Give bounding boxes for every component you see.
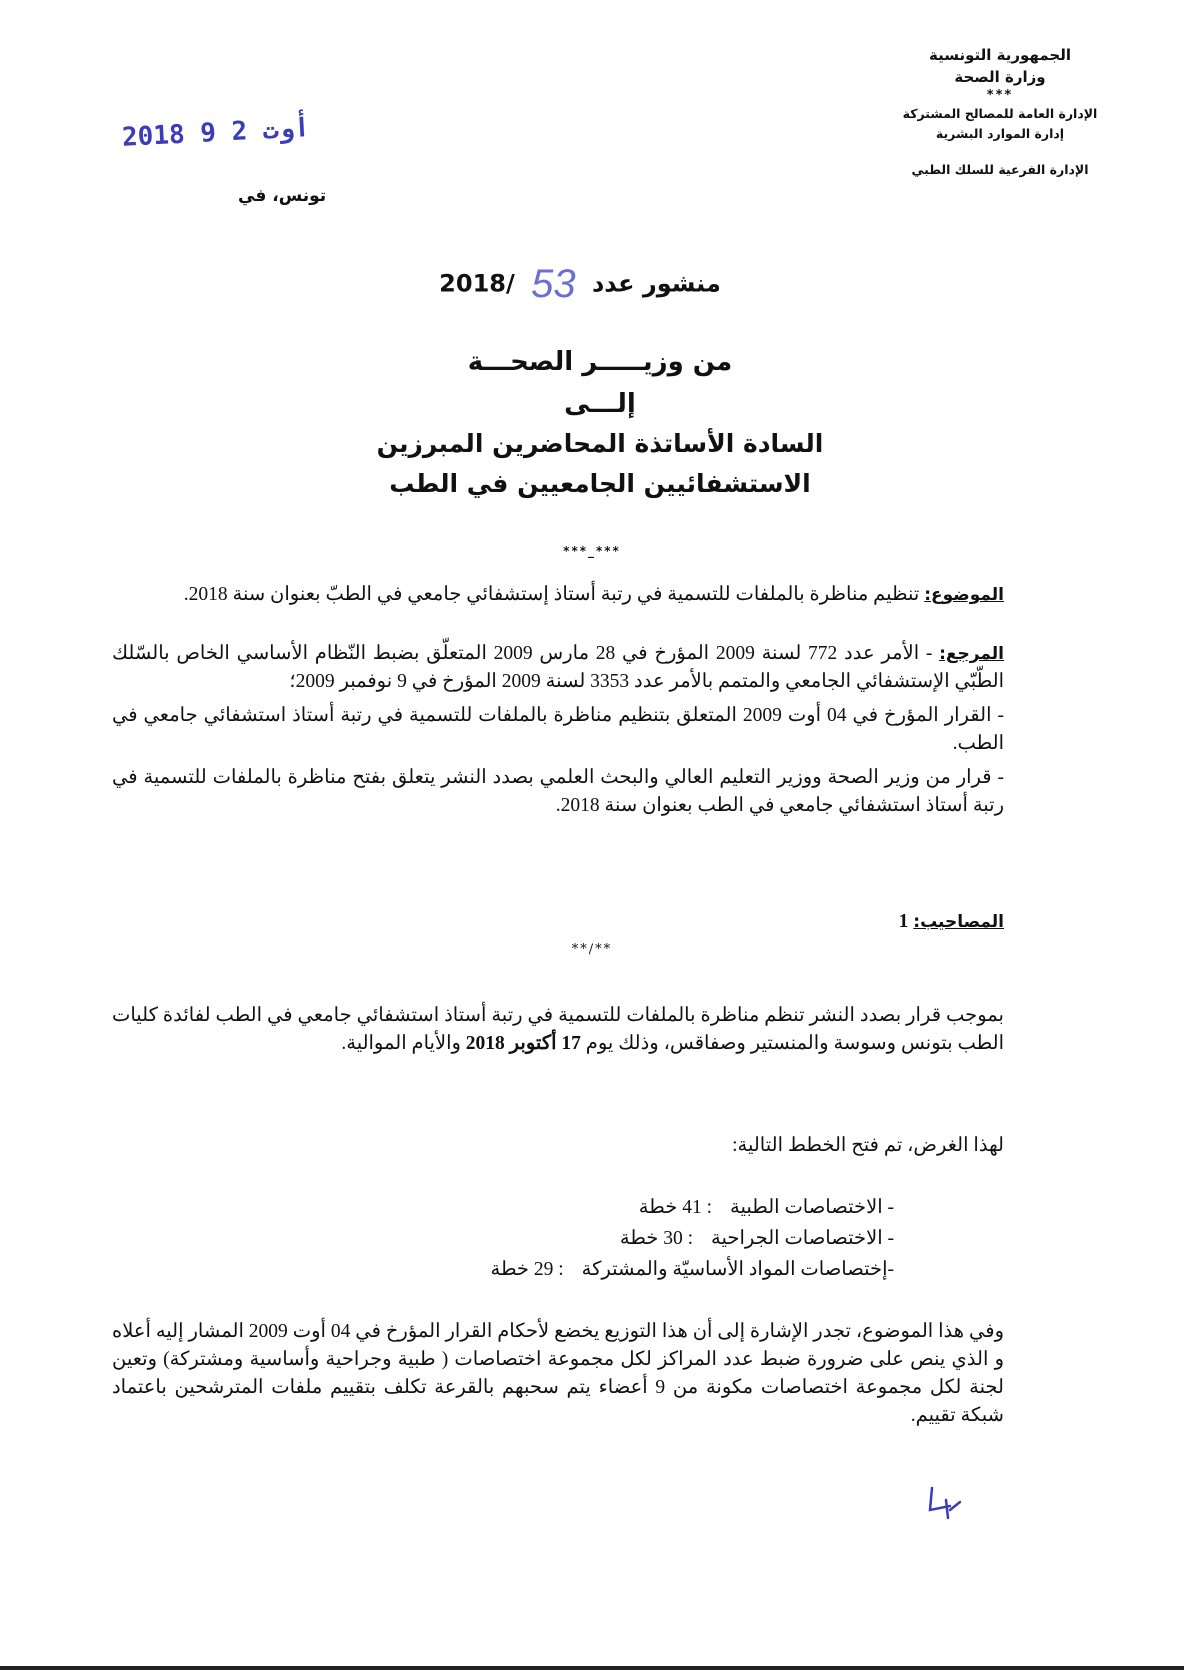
sender: من وزيـــــر الصحـــة xyxy=(467,347,733,377)
general-admin: الإدارة العامة للمصالح المشتركة xyxy=(902,106,1098,121)
letterhead-stars: *** xyxy=(986,88,1014,103)
scan-edge xyxy=(0,1666,1184,1670)
circular-handwritten-number: 53 xyxy=(531,262,576,306)
subject-label: الموضوع: xyxy=(924,585,1004,605)
circular-label: منشور عدد xyxy=(591,269,721,298)
reference-item: - القرار المؤرخ في 04 أوت 2009 المتعلق بتنظيم مناظرة بالملفات للتسمية في رتبة أستاذ استشفائي جامعي في الطب. xyxy=(112,705,1004,754)
initials-signature xyxy=(920,1480,970,1530)
to-label: إلـــى xyxy=(564,389,636,419)
references-label: المرجع: xyxy=(939,644,1004,664)
republic-name: الجمهورية التونسية xyxy=(929,46,1071,64)
small-separator: **/** xyxy=(571,942,613,957)
plan-specialty: - الاختصاصات الطبية xyxy=(729,1197,894,1218)
attachments-label: المصاحيب: xyxy=(913,912,1004,932)
paragraph-1 xyxy=(112,1002,1004,1058)
place-date-label: تونس، في xyxy=(238,186,327,206)
hr-admin: إدارة الموارد البشرية xyxy=(935,126,1065,141)
references xyxy=(112,640,1004,826)
paragraph-1-part-2: والأيام الموالية. xyxy=(341,1033,466,1054)
letterhead xyxy=(880,44,1120,180)
reference-item xyxy=(112,640,1004,696)
subject xyxy=(112,581,1004,609)
circular-year: /2018 xyxy=(439,269,515,298)
attachments-count: 1 xyxy=(898,911,914,932)
separator: ***_*** xyxy=(563,544,621,558)
ministry-name: وزارة الصحة xyxy=(954,68,1046,86)
plan-row xyxy=(374,1192,894,1223)
plan-specialty: -إختصاصات المواد الأساسيّة والمشتركة xyxy=(581,1259,894,1280)
competition-date: 17 أكتوبر 2018 xyxy=(465,1033,581,1054)
paragraph-3: وفي هذا الموضوع، تجدر الإشارة إلى أن هذا التوزيع يخضع لأحكام القرار المؤرخ في 04 أوت 2009 المشار إليه أعلاه و الذي ينص على ضرورة ضبط عدد المراكز لكل مجموعة اختصاصات ( طبية وجراحية وأساسية ومشتركة) وتعين لجنة لكل مجموعة اختصاصات مكونة من 9 أعضاء يتم سحبهم بالقرعة تكلف بتقييم ملفات المترشحين باعتماد شبكة تقييم. xyxy=(112,1321,1004,1426)
paragraph-2: لهذا الغرض، تم فتح الخطط التالية: xyxy=(732,1135,1004,1156)
reference-text: - الأمر عدد 772 لسنة 2009 المؤرخ في 28 مارس 2009 المتعلّق بضبط النّظام الأساسي الخاص بالسّلك الطّبّي الإستشفائي الجامعي والمتمم بالأمر عدد 3353 لسنة 2009 المؤرخ في 9 نوفمبر 2009؛ xyxy=(112,643,1004,692)
plan-row xyxy=(374,1223,894,1254)
plan-count: : 41 خطة xyxy=(638,1197,712,1218)
reference-item: - قرار من وزير الصحة ووزير التعليم العالي والبحث العلمي بصدد النشر يتعلق بفتح مناظرة بالملفات للتسمية في رتبة أستاذ استشفائي جامعي في الطب بعنوان سنة 2018. xyxy=(112,767,1004,816)
title-block xyxy=(300,340,900,504)
plan-count: : 29 خطة xyxy=(490,1259,564,1280)
addressee-line-2: الاستشفائيين الجامعيين في الطب xyxy=(389,469,811,498)
plan-count: : 30 خطة xyxy=(619,1228,694,1249)
plans-list xyxy=(374,1192,894,1285)
sub-admin: الإدارة الفرعية للسلك الطبي xyxy=(911,162,1089,177)
date-stamp: 2018 أوت 2 9 xyxy=(121,113,311,153)
plan-row xyxy=(374,1254,894,1285)
subject-text: تنظيم مناظرة بالملفات للتسمية في رتبة أستاذ إستشفائي جامعي في الطبّ بعنوان سنة 2018. xyxy=(183,584,925,605)
paragraph-1-part-1: بموجب قرار بصدد النشر تنظم مناظرة بالملفات للتسمية في رتبة أستاذ استشفائي جامعي في الطب لفائدة كليات الطب بتونس وسوسة والمنستير وصفاقس، وذلك يوم xyxy=(112,1005,1004,1054)
plan-specialty: - الاختصاصات الجراحية xyxy=(711,1228,894,1249)
addressee-line-1: السادة الأساتذة المحاضرين المبرزين xyxy=(376,429,824,458)
attachments xyxy=(112,908,1004,936)
circular-number xyxy=(400,262,760,307)
